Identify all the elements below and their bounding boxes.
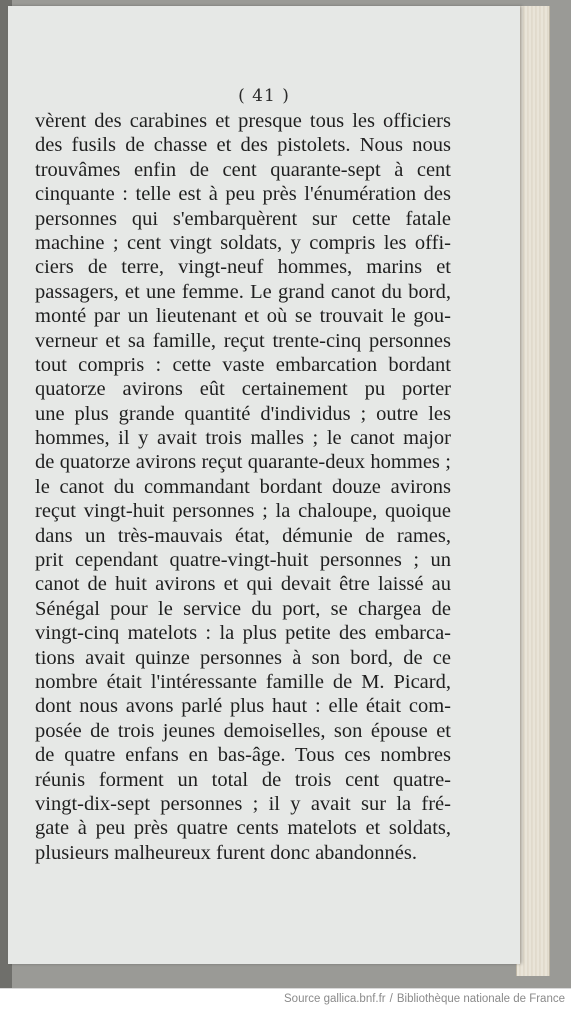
text-line: vingt-dix-sept personnes ; il y avait sur la fré- xyxy=(35,792,451,815)
text-line: dont nous avons parlé plus haut : elle était com- xyxy=(35,695,451,718)
footer-library: Bibliothèque nationale de France xyxy=(396,993,565,1005)
text-line: tout compris : cette vaste embarcation bordant xyxy=(35,353,451,376)
text-line: de quatorze avirons reçut quarante-deux hommes ; xyxy=(35,451,451,474)
text-line: dans un très-mauvais état, démunie de rames, xyxy=(35,524,451,547)
page-edges xyxy=(516,6,550,976)
footer-credit xyxy=(284,993,565,1005)
text-line: une plus grande quantité d'individus ; outre les xyxy=(35,402,451,425)
book-page xyxy=(8,6,520,964)
text-line: vèrent des carabines et presque tous les officiers xyxy=(35,110,451,132)
text-line: posée de trois jeunes demoiselles, son épouse et xyxy=(35,719,451,742)
text-line: ciers de terre, vingt-neuf hommes, marins et xyxy=(35,256,451,279)
text-line: Sénégal pour le service du port, se chargea de xyxy=(35,597,451,620)
body-text xyxy=(35,109,451,865)
text-line: prit cependant quatre-vingt-huit personnes ; un xyxy=(35,549,451,572)
text-line: trouvâmes enfin de cent quarante-sept à cent xyxy=(35,158,451,181)
text-line: reçut vingt-huit personnes ; la chaloupe, quoique xyxy=(35,500,451,523)
text-line: gate à peu près quatre cents matelots et soldats, xyxy=(35,817,451,840)
text-line: de quatre enfans en bas-âge. Tous ces nombres xyxy=(35,744,451,767)
text-line: quatorze avirons eût certainement pu porter xyxy=(35,378,451,401)
text-line: hommes, il y avait trois malles ; le canot major xyxy=(35,427,451,450)
text-line: canot de huit avirons et qui devait être laissé au xyxy=(35,573,451,596)
text-line: réunis forment un total de trois cent quatre- xyxy=(35,768,451,791)
text-line: personnes qui s'embarquèrent sur cette fatale xyxy=(35,207,451,230)
text-line: passagers, et une femme. Le grand canot du bord, xyxy=(35,280,451,303)
footer-separator: / xyxy=(389,993,393,1005)
footer-source: Source gallica.bnf.fr xyxy=(284,993,386,1005)
text-line: vingt-cinq matelots : la plus petite des embarca- xyxy=(35,622,451,645)
source-footer xyxy=(0,988,571,1014)
text-line: cinquante : telle est à peu près l'énumération des xyxy=(35,183,451,206)
text-line: verneur et sa famille, reçut trente-cinq personnes xyxy=(35,329,451,352)
text-line: plusieurs malheureux furent donc abandonnés. xyxy=(35,841,417,864)
text-line: tions avait quinze personnes à son bord, de ce xyxy=(35,646,451,669)
text-line: le canot du commandant bordant douze avirons xyxy=(35,475,451,498)
text-line: des fusils de chasse et des pistolets. Nous nous xyxy=(35,134,451,157)
text-line: nombre était l'intéressante famille de M. Picard, xyxy=(35,670,451,693)
text-line: monté par un lieutenant et où se trouvait le gou- xyxy=(35,305,451,328)
page-number: ( 41 ) xyxy=(238,86,290,106)
text-line: machine ; cent vingt soldats, y compris les offi- xyxy=(35,231,451,254)
